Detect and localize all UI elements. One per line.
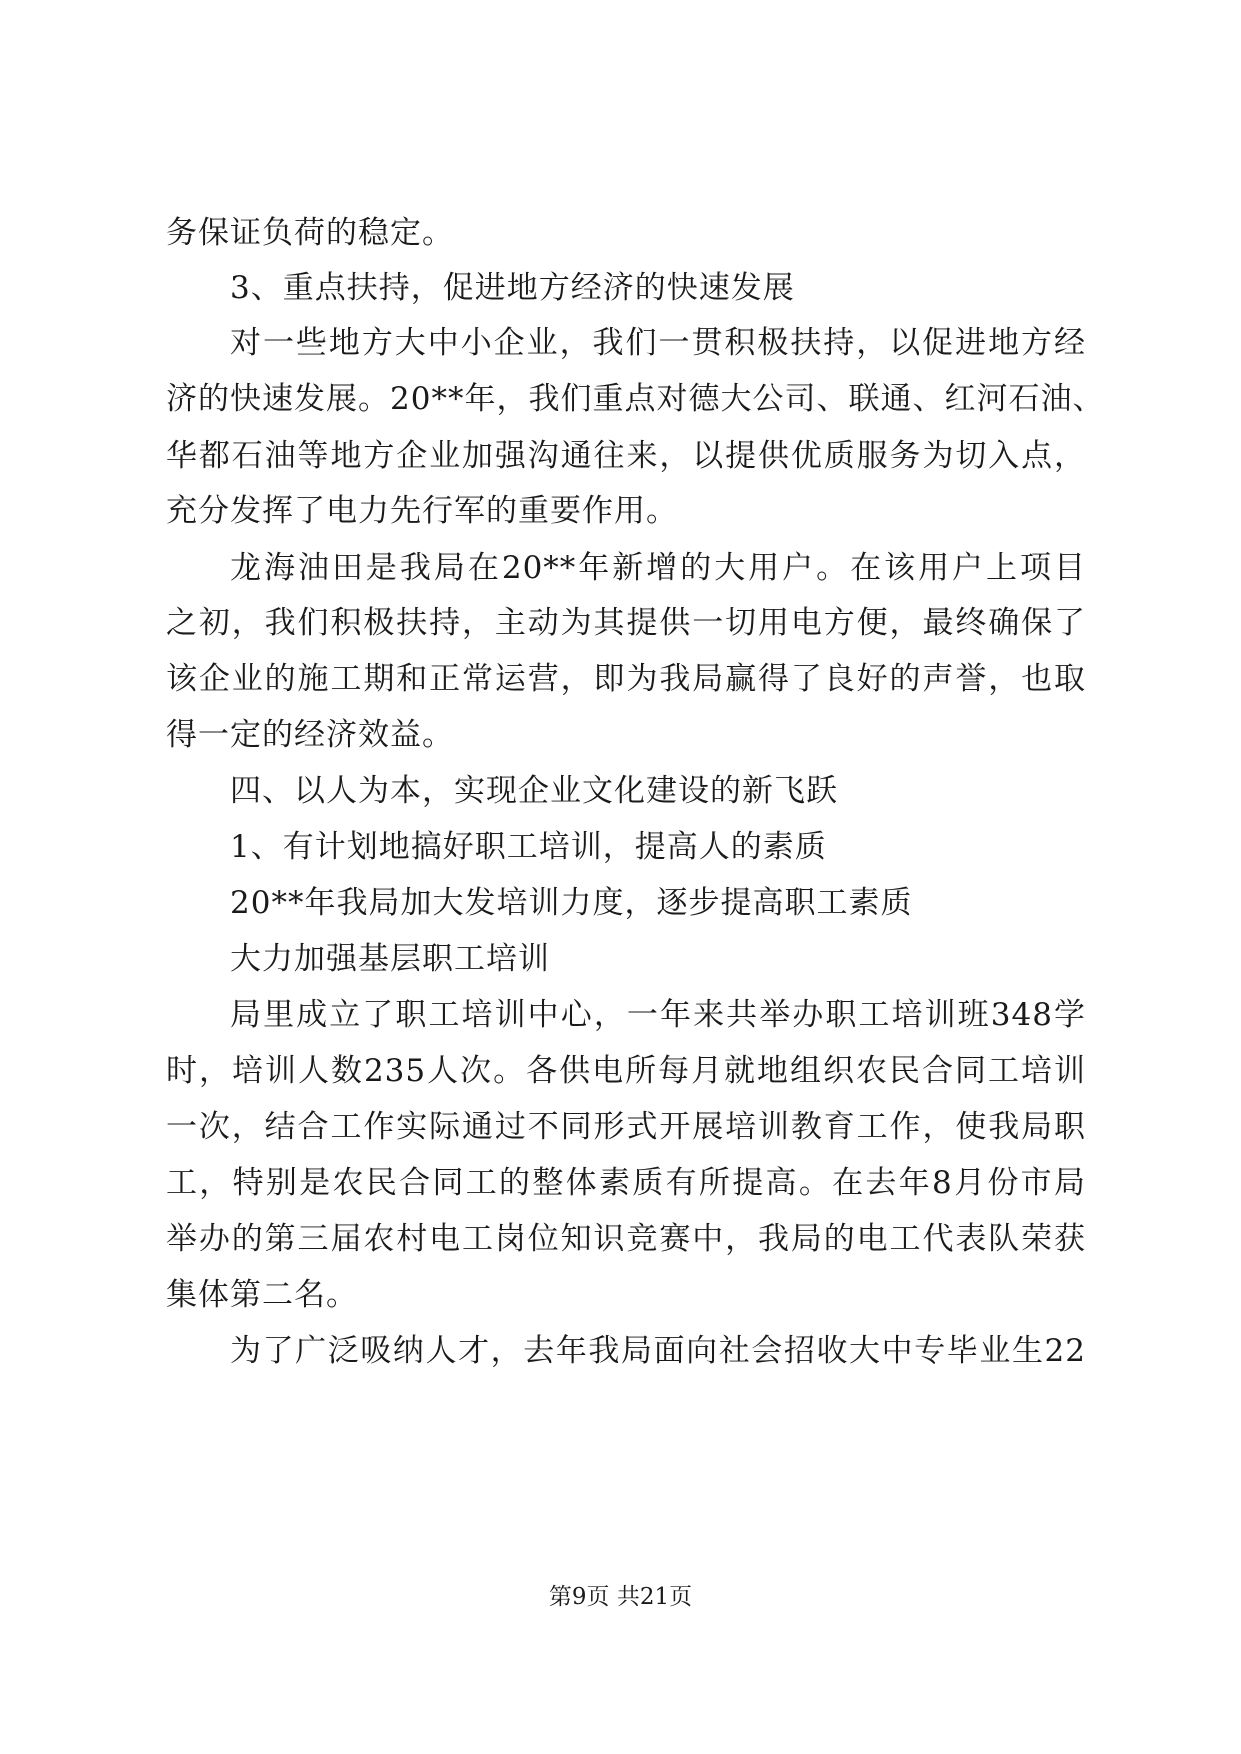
text-line-4: 济的快速发展。20**年，我们重点对德大公司、联通、红河石油、 bbox=[166, 381, 1105, 417]
text-line-7: 龙海油田是我局在20**年新增的大用户。在该用户上项目 bbox=[230, 550, 1086, 586]
text-line-16: 时，培训人数235人次。各供电所每月就地组织农民合同工培训 bbox=[166, 1053, 1086, 1089]
text-line-5: 华都石油等地方企业加强沟通往来，以提供优质服务为切入点， bbox=[166, 438, 1086, 474]
text-line-3: 对一些地方大中小企业，我们一贯积极扶持，以促进地方经 bbox=[230, 325, 1086, 361]
text-line-18: 工，特别是农民合同工的整体素质有所提高。在去年8月份市局 bbox=[166, 1165, 1086, 1201]
section-heading-4: 四、以人为本，实现企业文化建设的新飞跃 bbox=[230, 773, 838, 809]
text-line-6: 充分发挥了电力先行军的重要作用。 bbox=[166, 493, 678, 529]
text-line-9: 该企业的施工期和正常运营，即为我局赢得了良好的声誉，也取 bbox=[166, 661, 1086, 697]
subsection-heading-1: 1、有计划地搞好职工培训，提高人的素质 bbox=[230, 829, 827, 865]
text-line-17: 一次，结合工作实际通过不同形式开展培训教育工作，使我局职 bbox=[166, 1109, 1086, 1145]
text-line-19: 举办的第三届农村电工岗位知识竞赛中，我局的电工代表队荣获 bbox=[166, 1221, 1086, 1257]
text-line-10: 得一定的经济效益。 bbox=[166, 717, 454, 753]
text-line-8: 之初，我们积极扶持，主动为其提供一切用电方便，最终确保了 bbox=[166, 605, 1086, 641]
section-heading-3: 3、重点扶持，促进地方经济的快速发展 bbox=[230, 270, 795, 306]
text-line-14: 大力加强基层职工培训 bbox=[230, 941, 550, 977]
text-line-1: 务保证负荷的稳定。 bbox=[166, 215, 454, 251]
text-line-15: 局里成立了职工培训中心，一年来共举办职工培训班348学 bbox=[230, 997, 1086, 1033]
text-line-21: 为了广泛吸纳人才，去年我局面向社会招收大中专毕业生22 bbox=[230, 1333, 1086, 1369]
text-line-20: 集体第二名。 bbox=[166, 1277, 358, 1313]
text-line-13: 20**年我局加大发培训力度，逐步提高职工素质 bbox=[230, 885, 913, 921]
page-footer: 第9页 共21页 bbox=[548, 1584, 693, 1610]
